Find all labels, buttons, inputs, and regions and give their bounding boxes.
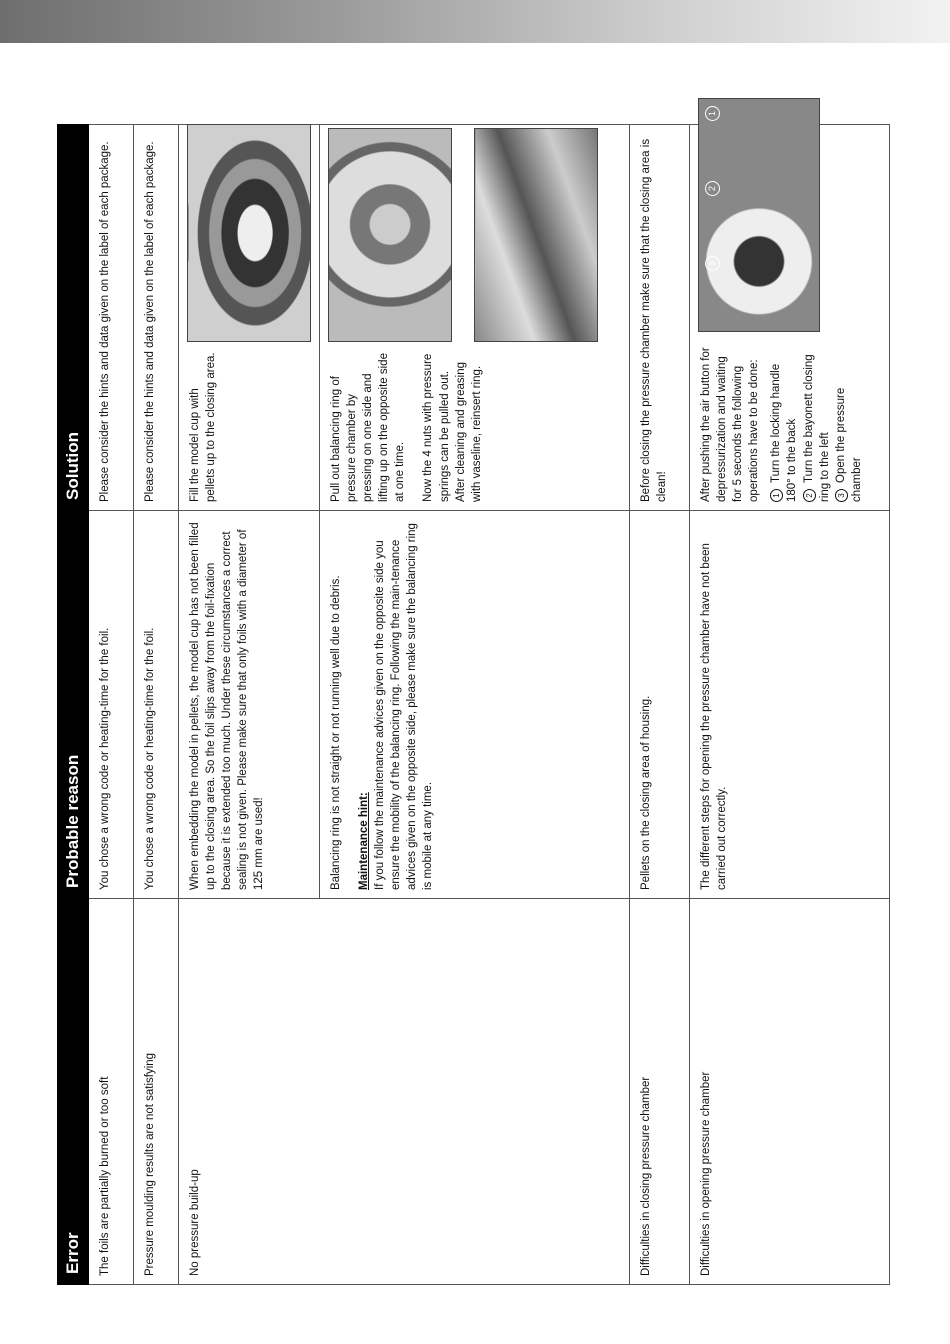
header-probable-reason: Probable reason (58, 511, 89, 899)
solution-intro: After pushing the air button for depressurization and waiting for 5 seconds the following operations have to be done: (700, 347, 761, 502)
reason-cell: When embedding the model in pellets, the model cup has not been filled up to the closing area. So the foil slips away from the foil-fixation because it is extended too much. Under these circumstances a correct sealing is not given. Please make sure that only foils with a diameter of 125 mm are used! (179, 511, 320, 899)
solution-cell (179, 125, 320, 511)
header-error: Error (58, 899, 89, 1285)
table-header-row (58, 125, 89, 1285)
solution-cell: Please consider the hints and data given on the label of each package. (89, 125, 134, 511)
error-cell: Pressure moulding results are not satisfying (134, 899, 179, 1285)
reason-text: Balancing ring is not straight or not running well due to debris. (330, 575, 342, 890)
step-number: 3 (835, 489, 848, 502)
step-text: Turn the locking handle 180° to the back (770, 363, 799, 502)
reason-cell: You chose a wrong code or heating-time for the foil. (89, 511, 134, 899)
table-row (134, 125, 179, 1285)
maintenance-hint-text: If you follow the maintenance advices given on the opposite side you ensure the mobility of the balancing ring. Following the main-tenance advices given on the opposite side, please make sure the balancing ring is mobile at any time. (374, 523, 435, 890)
pressure-chamber-photo (698, 98, 820, 332)
photo-marker: 3 (705, 256, 720, 271)
step-text: Open the pressure chamber (834, 387, 863, 502)
balancing-ring-removal-photo (328, 128, 452, 342)
troubleshooting-table-region (57, 111, 889, 1285)
error-cell: No pressure build-up (179, 899, 630, 1285)
solution-cell: Before closing the pressure chamber make sure that the closing area is clean! (630, 125, 690, 511)
header-solution: Solution (58, 125, 89, 511)
error-cell: Difficulties in opening pressure chamber (690, 899, 890, 1285)
error-cell: The foils are partially burned or too soft (89, 899, 134, 1285)
solution-cell (320, 125, 630, 511)
step-text: Turn the bayonett closing ring to the left (802, 354, 831, 502)
photo-marker: 1 (705, 106, 720, 121)
solution-step (833, 342, 865, 502)
table-row (179, 125, 320, 1285)
model-cup-pellets-photo (187, 124, 311, 342)
header-gradient-bar (0, 0, 950, 43)
pressure-springs-photo (474, 128, 598, 342)
reason-cell: You chose a wrong code or heating-time for the foil. (134, 511, 179, 899)
photo-marker: 2 (705, 181, 720, 196)
solution-text: Fill the model cup with pellets up to the closing area. (189, 352, 218, 502)
solution-cell (690, 111, 890, 511)
maintenance-hint-label: Maintenance hint: (358, 792, 371, 890)
solution-step (768, 342, 800, 502)
step-number: 1 (770, 489, 783, 502)
reason-cell: The different steps for opening the pressure chamber have not been carried out correctly. (690, 511, 890, 899)
table-row (690, 125, 890, 1285)
error-cell: Difficulties in closing pressure chamber (630, 899, 690, 1285)
solution-step-b: Now the 4 nuts with pressure springs can be pulled out. After cleaning and greasing with vaseline, reinsert ring. (422, 353, 483, 502)
solution-text (328, 352, 598, 502)
table-row (89, 125, 134, 1285)
solution-step (801, 342, 833, 502)
maintenance-hint (356, 519, 436, 890)
troubleshooting-table (57, 111, 890, 1285)
solution-step-a: Pull out balancing ring of pressure chamber by pressing on one side and lifting up on the opposite side at one time. (330, 353, 407, 502)
solution-cell: Please consider the hints and data given on the label of each package. (134, 125, 179, 511)
solution-text (698, 342, 865, 502)
step-number: 2 (803, 489, 816, 502)
reason-cell: Pellets on the closing area of housing. (630, 511, 690, 899)
table-row (630, 125, 690, 1285)
reason-cell (320, 511, 630, 899)
